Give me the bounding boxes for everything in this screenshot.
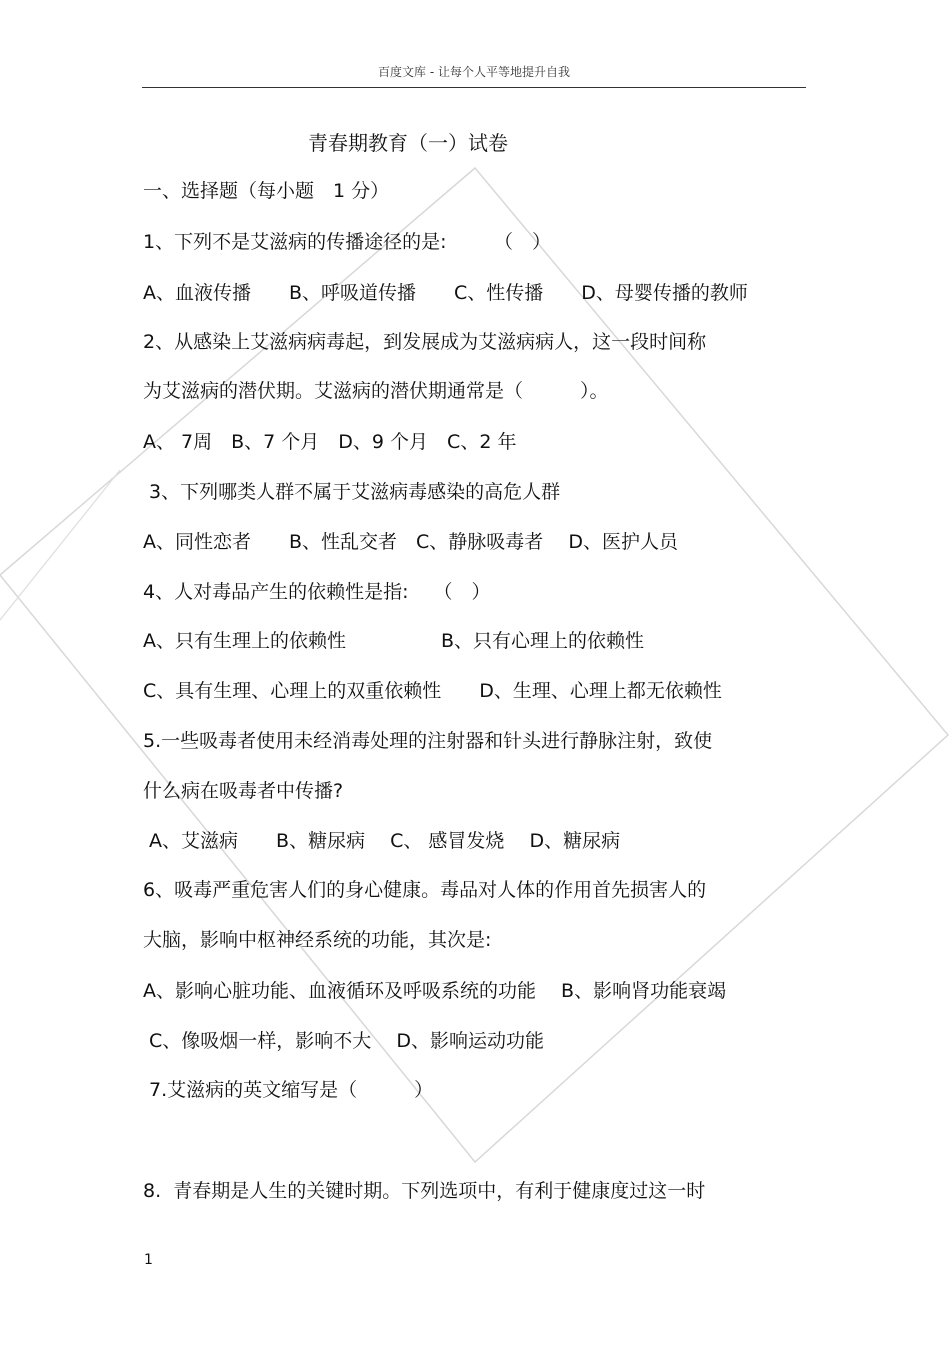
question-5-options: A、艾滋病 B、糖尿病 C、 感冒发烧 D、糖尿病 (143, 830, 621, 852)
question-4-options-ab: A、只有生理上的依赖性 B、只有心理上的依赖性 (143, 630, 645, 652)
page-header: 百度文库 - 让每个人平等地提升自我 (142, 62, 806, 88)
question-6-line1: 6、吸毒严重危害人们的身心健康。毒品对人体的作用首先损害人的 (143, 879, 707, 901)
exam-title: 青春期教育（一）试卷 (308, 131, 508, 155)
question-3: 3、下列哪类人群不属于艾滋病毒感染的高危人群 (143, 481, 561, 503)
section-heading: 一、选择题（每小题 1 分） (143, 180, 390, 202)
question-2-options: A、 7周 B、7 个月 D、9 个月 C、2 年 (143, 431, 517, 453)
page-number: 1 (144, 1252, 153, 1268)
question-4: 4、人对毒品产生的依赖性是指: （ ） (143, 581, 491, 603)
question-5-line1: 5.一些吸毒者使用未经消毒处理的注射器和针头进行静脉注射，致使 (143, 730, 713, 752)
question-6-options-ab: A、影响心脏功能、血液循环及呼吸系统的功能 B、影响肾功能衰竭 (143, 980, 727, 1002)
question-2-line2: 为艾滋病的潜伏期。艾滋病的潜伏期通常是（ ）。 (143, 380, 609, 402)
question-1: 1、下列不是艾滋病的传播途径的是: （ ） (143, 231, 551, 253)
question-3-options: A、同性恋者 B、性乱交者 C、静脉吸毒者 D、医护人员 (143, 531, 678, 553)
question-1-options: A、血液传播 B、呼吸道传播 C、性传播 D、母婴传播的教师 (143, 282, 748, 304)
question-2-line1: 2、从感染上艾滋病病毒起，到发展成为艾滋病病人，这一段时间称 (143, 331, 707, 353)
question-8: 8. 青春期是人生的关键时期。下列选项中，有利于健康度过这一时 (143, 1180, 706, 1202)
question-6-line2: 大脑，影响中枢神经系统的功能，其次是: (143, 929, 492, 951)
question-5-line2: 什么病在吸毒者中传播? (143, 780, 344, 802)
question-7: 7.艾滋病的英文缩写是（ ） (143, 1079, 434, 1101)
question-6-options-cd: C、像吸烟一样，影响不大 D、影响运动功能 (143, 1030, 544, 1052)
question-4-options-cd: C、具有生理、心理上的双重依赖性 D、生理、心理上都无依赖性 (143, 680, 722, 702)
